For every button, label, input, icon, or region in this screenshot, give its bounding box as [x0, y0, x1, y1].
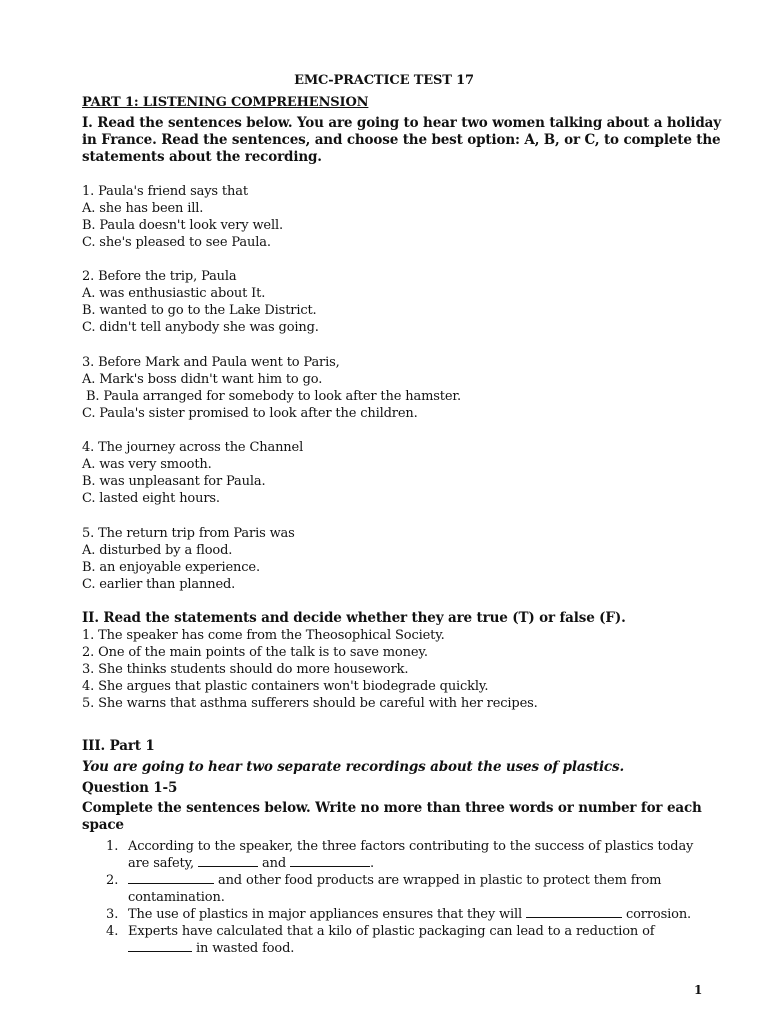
statement: 1. The speaker has come from the Theosophical Society. [82, 628, 445, 643]
answer-blank[interactable] [128, 940, 192, 952]
question-stem: 2. Before the trip, Paula [82, 269, 237, 284]
question-stem: 1. Paula's friend says that [82, 184, 248, 199]
item-text-part: and other food products are wrapped in plastic to protect them from [214, 873, 662, 888]
answer-option: A. disturbed by a flood. [82, 543, 233, 558]
answer-option: C. she's pleased to see Paula. [82, 235, 271, 250]
answer-option: C. Paula's sister promised to look after the children. [82, 406, 418, 421]
item-text-part: are safety, [128, 856, 199, 871]
answer-blank[interactable] [128, 872, 214, 884]
answer-option: A. she has been ill. [82, 201, 204, 216]
answer-option: B. wanted to go to the Lake District. [82, 303, 317, 318]
answer-option: C. lasted eight hours. [82, 491, 220, 506]
item-text-part: corrosion. [622, 907, 692, 922]
item-text-part: in wasted food. [192, 941, 295, 956]
answer-option: A. was enthusiastic about It. [82, 286, 266, 301]
item-text-line2 [128, 855, 374, 872]
section3-instruction-line1: Complete the sentences below. Write no more than three words or number for each [82, 800, 702, 816]
item-number: 1. [106, 839, 119, 854]
section3-intro: You are going to hear two separate recordings about the uses of plastics. [82, 759, 624, 775]
answer-option: C. earlier than planned. [82, 577, 236, 592]
answer-option: A. Mark's boss didn't want him to go. [82, 372, 323, 387]
answer-blank[interactable] [526, 906, 622, 918]
question-stem: 4. The journey across the Channel [82, 440, 304, 455]
item-text: Experts have calculated that a kilo of plastic packaging can lead to a reduction of [128, 924, 655, 939]
item-text-line2: contamination. [128, 890, 225, 905]
item-text: According to the speaker, the three factors contributing to the success of plastics today [128, 839, 694, 854]
page-number: 1 [694, 983, 703, 997]
item-text-line2 [128, 940, 294, 957]
question-stem: 3. Before Mark and Paula went to Paris, [82, 355, 340, 370]
item-text-part: and [258, 856, 290, 871]
item-text [128, 872, 661, 889]
answer-blank[interactable] [198, 855, 258, 867]
section1-instruction-line3: statements about the recording. [82, 149, 322, 165]
answer-blank[interactable] [290, 855, 370, 867]
answer-option: A. was very smooth. [82, 457, 212, 472]
document-title: EMC-PRACTICE TEST 17 [294, 73, 474, 88]
section3-heading: III. Part 1 [82, 738, 155, 754]
item-number: 3. [106, 907, 119, 922]
item-text [128, 906, 691, 923]
answer-option: B. an enjoyable experience. [82, 560, 260, 575]
section1-instruction-line2: in France. Read the sentences, and choose the best option: A, B, or C, to complete the [82, 132, 721, 148]
statement: 4. She argues that plastic containers won't biodegrade quickly. [82, 679, 489, 694]
part1-heading: PART 1: LISTENING COMPREHENSION [82, 95, 369, 110]
statement: 2. One of the main points of the talk is to save money. [82, 645, 428, 660]
item-number: 4. [106, 924, 119, 939]
section3-instruction-line2: space [82, 817, 124, 833]
answer-option: C. didn't tell anybody she was going. [82, 320, 319, 335]
section2-instruction: II. Read the statements and decide whether they are true (T) or false (F). [82, 610, 626, 626]
section1-instruction-line1: I. Read the sentences below. You are going to hear two women talking about a holiday [82, 115, 721, 131]
answer-option: B. Paula doesn't look very well. [82, 218, 283, 233]
question-range: Question 1-5 [82, 780, 178, 796]
answer-option: B. Paula arranged for somebody to look after the hamster. [82, 389, 462, 404]
item-number: 2. [106, 873, 119, 888]
item-text-part: The use of plastics in major appliances ensures that they will [128, 907, 527, 922]
question-stem: 5. The return trip from Paris was [82, 526, 295, 541]
answer-option: B. was unpleasant for Paula. [82, 474, 266, 489]
statement: 5. She warns that asthma sufferers should be careful with her recipes. [82, 696, 538, 711]
item-text-part: . [370, 856, 374, 871]
statement: 3. She thinks students should do more housework. [82, 662, 409, 677]
